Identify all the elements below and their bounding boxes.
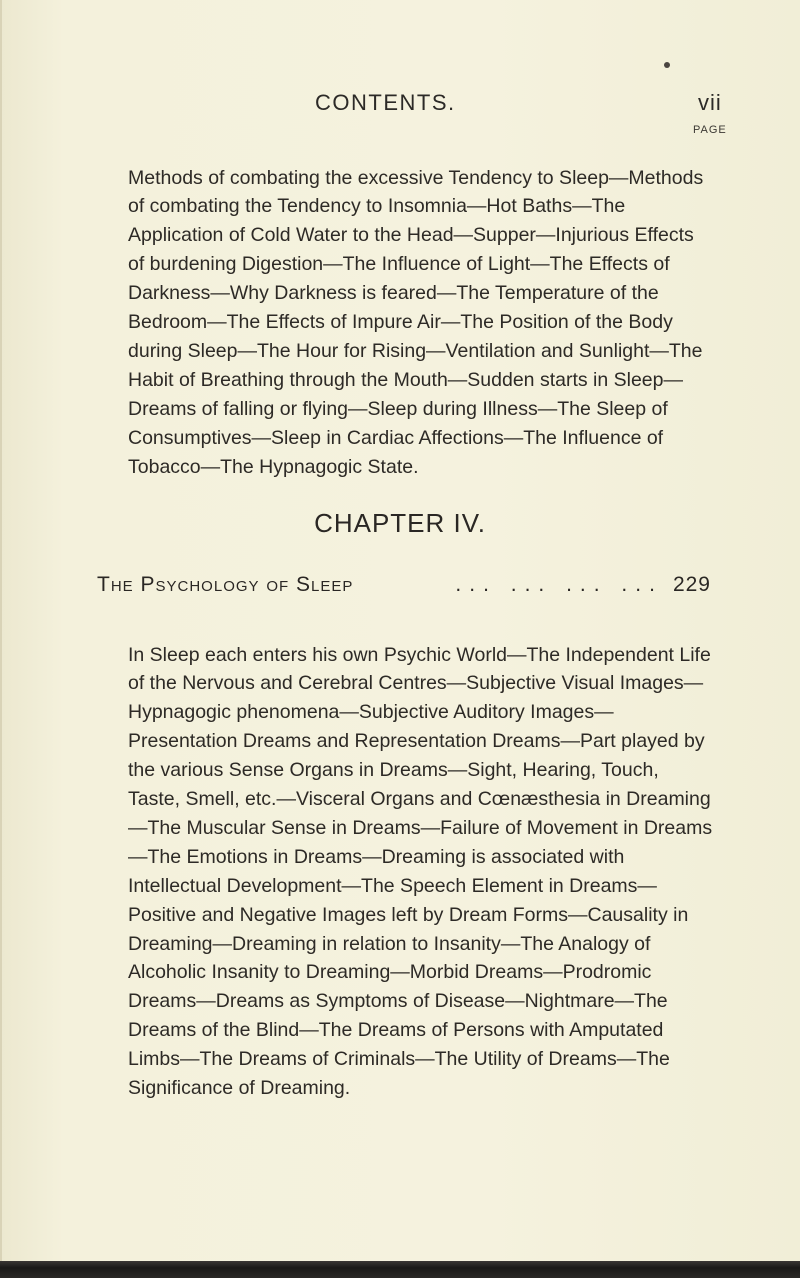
toc-entry xyxy=(97,573,711,605)
chapter-heading: CHAPTER IV. xyxy=(314,508,486,538)
page-header xyxy=(100,88,722,122)
page-bottom-edge xyxy=(0,1261,800,1278)
chapter-summary-paragraph: In Sleep each enters his own Psychic World—The Independent Life of the Nervous and Cerebral Centres—Subjective Visual Images—Hypnagogic phenomena—Subjective Auditory Images—Presentation Dreams and Representation Dreams—Part played by the various Sense Organs in Dreams—Sight, Hearing, Touch, Taste, Smell, etc.—Visceral Organs and Cœnæsthesia in Dreaming—The Muscular Sense in Dreams—Failure of Movement in Dreams—The Emotions in Dreams—Dreaming is associated with Intellectual Development—The Speech Element in Dreams—Positive and Negative Images left by Dream Forms—Causality in Dreaming—Dreaming in relation to Insanity—The Analogy of Alcoholic Insanity to Dreaming—Morbid Dreams—Prodromic Dreams—Dreams as Symptoms of Disease—Nightmare—The Dreams of the Blind—The Dreams of Persons with Amputated Limbs—The Dreams of Criminals—The Utility of Dreams—The Significance of Dreaming. xyxy=(128,643,713,1100)
toc-entry-page: 229 xyxy=(672,573,711,596)
page-column-label: PAGE xyxy=(693,124,727,136)
page-number: vii xyxy=(698,90,722,115)
page-binding-edge xyxy=(0,0,2,1278)
ink-spot xyxy=(664,62,670,68)
toc-entry-title: The Psychology of Sleep xyxy=(97,573,354,596)
toc-leader-dots: ... ... ... ... xyxy=(455,573,663,596)
running-head: CONTENTS. xyxy=(315,90,456,115)
section-summary-paragraph: Methods of combating the excessive Tendency to Sleep—Methods of combating the Tendency to Insomnia—Hot Baths—The Application of Cold Water to the Head—Supper—Injurious Effects of burdening Digestion—The Influence of Light—The Effects of Darkness—Why Darkness is feared—The Temperature of the Bedroom—The Effects of Impure Air—The Position of the Body during Sleep—The Hour for Rising—Ventilation and Sunlight—The Habit of Breathing through the Mouth—Sudden starts in Sleep—Dreams of falling or flying—Sleep during Illness—The Sleep of Consumptives—Sleep in Cardiac Affections—The Influence of Tobacco—The Hypnagogic State. xyxy=(128,166,704,478)
